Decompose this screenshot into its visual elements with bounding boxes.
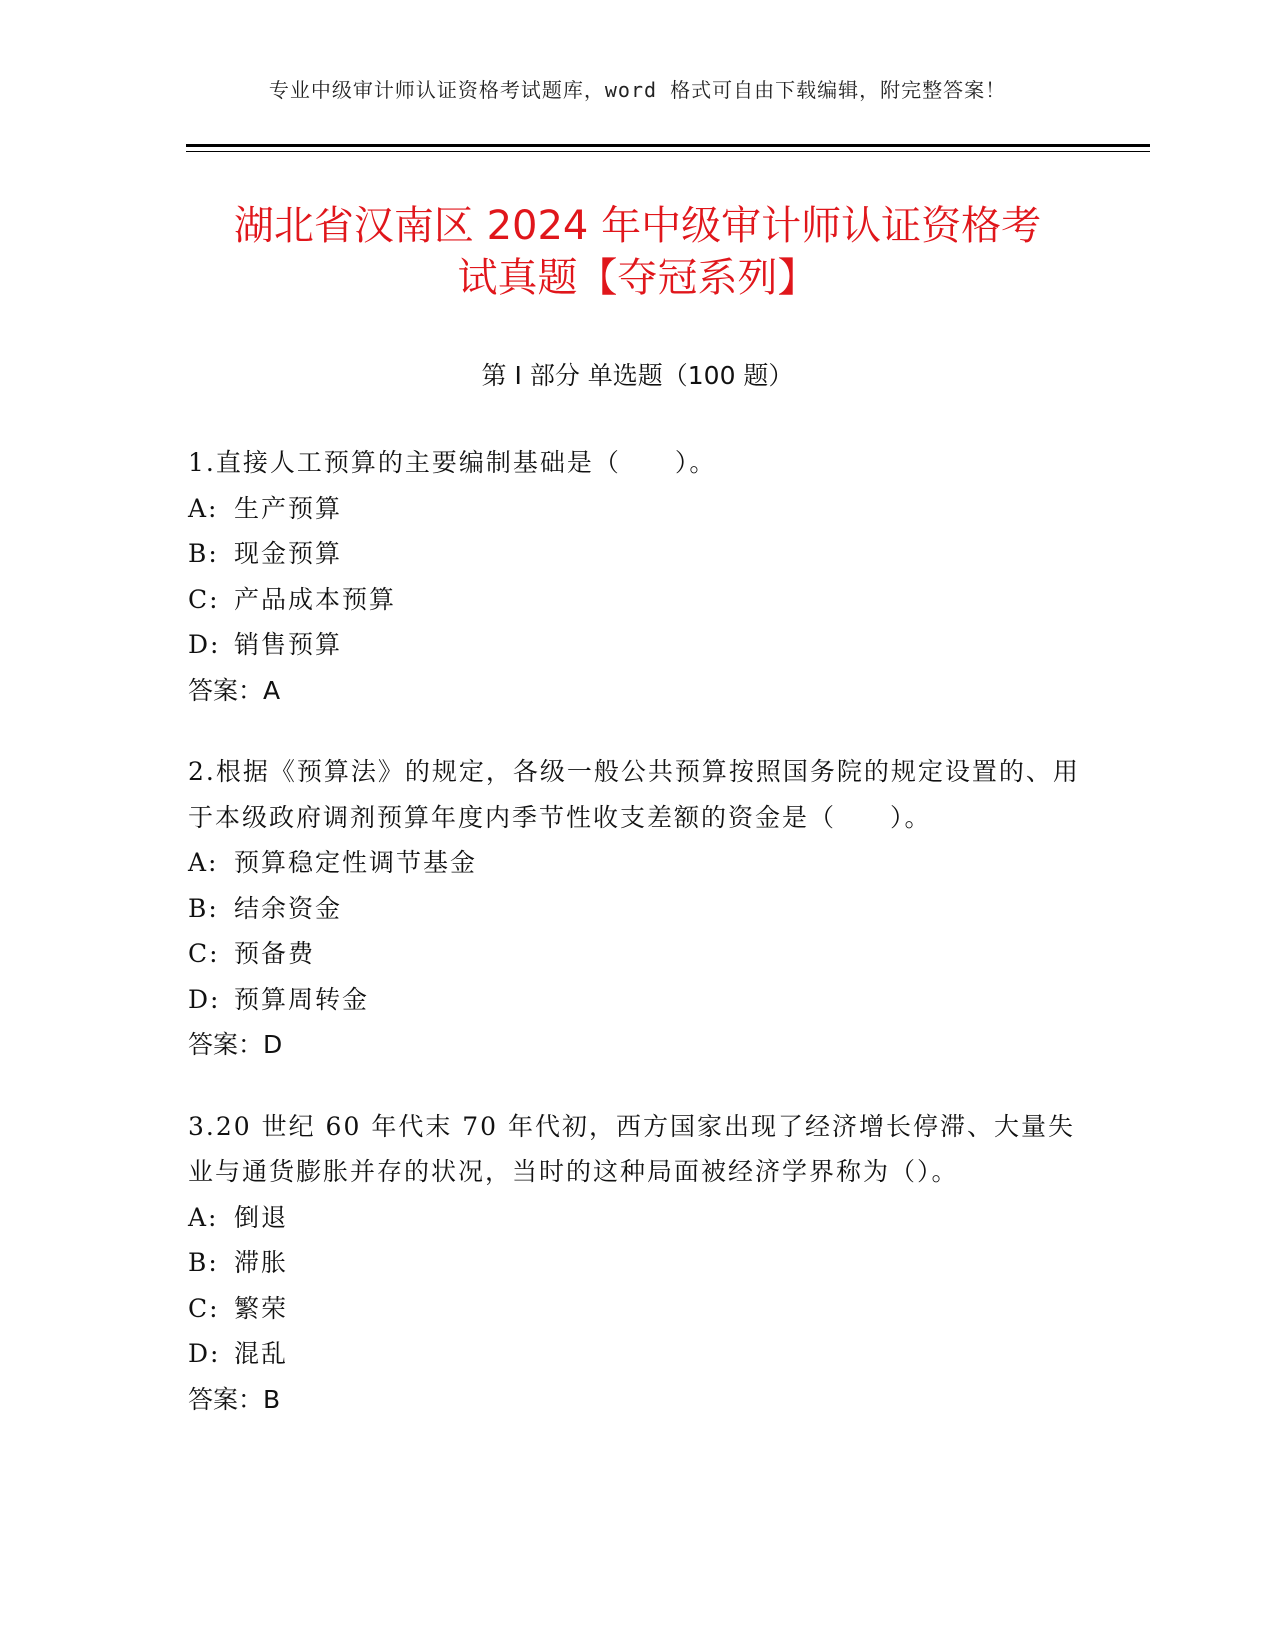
- section-title: 第 I 部分 单选题（100 题）: [481, 361, 794, 390]
- document-title: [180, 200, 1095, 304]
- option-text: 倒退: [234, 1202, 289, 1232]
- option-text: 生产预算: [234, 493, 343, 523]
- option-letter: C:: [188, 584, 220, 614]
- answer-line: 答案：A: [188, 675, 281, 705]
- option-letter: C:: [188, 1293, 220, 1323]
- option-letter: A:: [188, 848, 219, 877]
- option-c: [188, 1286, 1088, 1332]
- option-letter: D:: [188, 1339, 221, 1368]
- option-text: 预备费: [234, 939, 316, 968]
- question-stem: 1.直接人工预算的主要编制基础是（ ）。: [188, 448, 717, 477]
- question-2: [188, 749, 1088, 1068]
- option-d: [188, 977, 1088, 1023]
- option-letter: A:: [188, 493, 219, 523]
- option-d: [188, 1331, 1088, 1377]
- option-text: 预算周转金: [234, 984, 370, 1014]
- header-divider-thin: [186, 151, 1150, 152]
- answer-line: 答案：B: [188, 1384, 281, 1414]
- option-text: 销售预算: [234, 630, 343, 659]
- question-list: [188, 440, 1088, 1458]
- option-letter: B:: [188, 539, 219, 568]
- option-b: [188, 886, 1088, 932]
- option-letter: D:: [188, 630, 221, 659]
- option-d: [188, 622, 1088, 668]
- option-text: 滞胀: [234, 1248, 289, 1277]
- answer-line: 答案：D: [188, 1030, 283, 1059]
- option-letter: A:: [188, 1202, 219, 1232]
- option-text: 繁荣: [234, 1293, 289, 1323]
- question-3: [188, 1104, 1088, 1423]
- header-divider-thick: [186, 144, 1150, 147]
- question-stem: 2.根据《预算法》的规定，各级一般公共预算按照国务院的规定设置的、用于本级政府调剂预算年度内季节性收支差额的资金是（ ）。: [188, 757, 1080, 832]
- option-text: 现金预算: [234, 539, 343, 568]
- option-c: [188, 931, 1088, 977]
- header-note: 专业中级审计师认证资格考试题库，word 格式可自由下载编辑，附完整答案！: [268, 78, 1007, 102]
- option-text: 结余资金: [234, 893, 343, 923]
- option-text: 混乱: [234, 1339, 289, 1368]
- question-1: [188, 440, 1088, 713]
- option-a: [188, 840, 1088, 886]
- document-title-line1: 湖北省汉南区 2024 年中级审计师认证资格考: [233, 203, 1042, 249]
- option-b: [188, 531, 1088, 577]
- option-text: 产品成本预算: [234, 584, 397, 614]
- document-title-line2: 试真题【夺冠系列】: [457, 255, 818, 301]
- option-text: 预算稳定性调节基金: [234, 848, 478, 877]
- option-c: [188, 577, 1088, 623]
- option-letter: B:: [188, 1248, 219, 1277]
- option-letter: B:: [188, 893, 219, 923]
- option-a: [188, 486, 1088, 532]
- option-letter: C:: [188, 939, 220, 968]
- option-a: [188, 1195, 1088, 1241]
- option-b: [188, 1240, 1088, 1286]
- option-letter: D:: [188, 984, 221, 1014]
- question-stem: 3.20 世纪 60 年代末 70 年代初，西方国家出现了经济增长停滞、大量失业与通货膨胀并存的状况，当时的这种局面被经济学界称为（）。: [188, 1111, 1076, 1186]
